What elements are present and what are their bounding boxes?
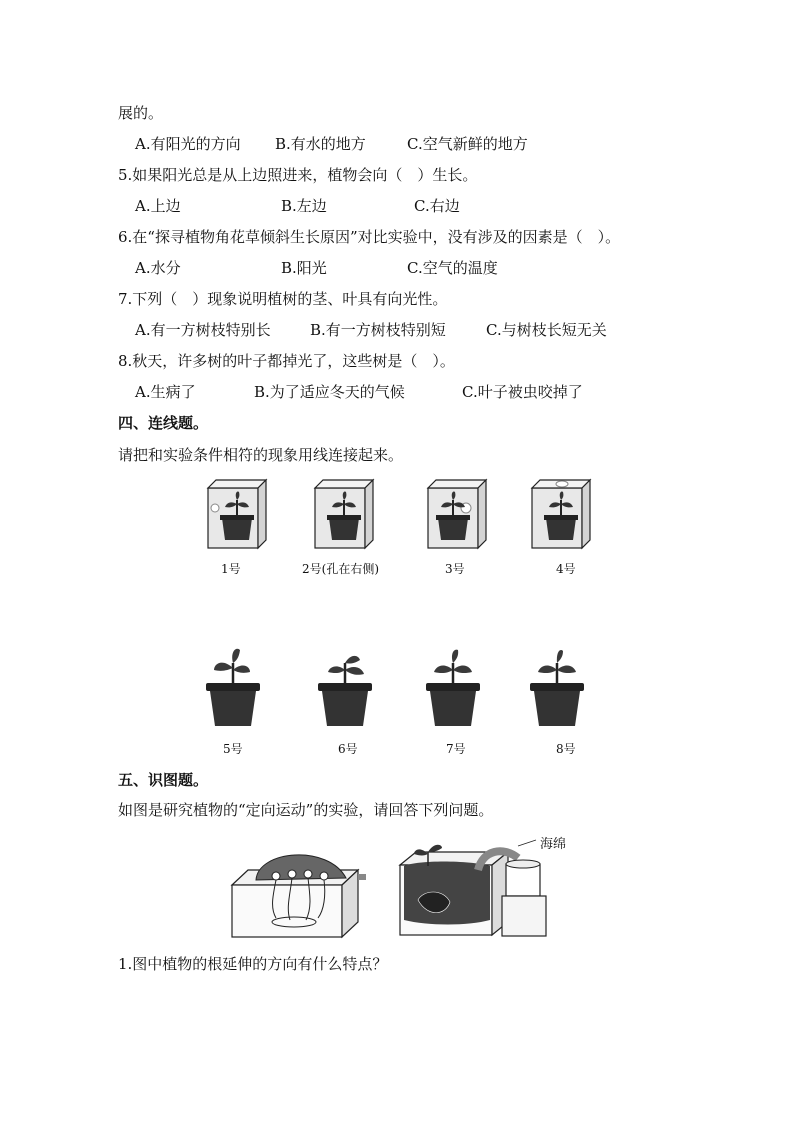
text-line: 展的。: [118, 104, 164, 122]
box-label-4: 4号: [556, 562, 576, 576]
option-b: B.有一方树枝特别短: [310, 321, 446, 339]
section-5-desc: 如图是研究植物的“定向运动”的实验，请回答下列问题。: [118, 801, 494, 819]
option-b: B.阳光: [281, 259, 327, 277]
option-b: B.为了适应冬天的气候: [254, 383, 405, 401]
section-4-desc: 请把和实验条件相符的现象用线连接起来。: [118, 446, 404, 464]
option-a: A.有阳光的方向: [135, 135, 241, 153]
directional-movement-figure: [228, 830, 578, 942]
option-a: A.上边: [135, 197, 181, 215]
box-label-2: 2号(孔在右侧): [302, 562, 379, 576]
option-c: C.空气的温度: [407, 259, 498, 277]
pot-label-8: 8号: [556, 742, 576, 756]
question-5: 5.如果阳光总是从上边照进来，植物会向（ ）生长。: [118, 166, 478, 184]
option-a: A.有一方树枝特别长: [135, 321, 271, 339]
option-c: C.空气新鲜的地方: [407, 135, 528, 153]
section-4-heading: 四、连线题。: [118, 414, 209, 432]
sponge-label: 海绵: [540, 837, 567, 852]
option-a: A.水分: [135, 259, 181, 277]
option-c: C.与树枝长短无关: [486, 321, 607, 339]
option-c: C.叶子被虫咬掉了: [462, 383, 583, 401]
question-8: 8.秋天，许多树的叶子都掉光了，这些树是（ ）。: [118, 352, 455, 370]
pot-label-6: 6号: [338, 742, 358, 756]
option-b: B.左边: [281, 197, 327, 215]
pot-label-5: 5号: [223, 742, 243, 756]
option-a: A.生病了: [135, 383, 196, 401]
question-7: 7.下列（ ）现象说明植树的茎、叶具有向光性。: [118, 290, 448, 308]
box-label-1: 1号: [221, 562, 241, 576]
pot-label-7: 7号: [446, 742, 466, 756]
option-b: B.有水的地方: [275, 135, 366, 153]
question-last: 1.图中植物的根延伸的方向有什么特点？: [118, 955, 388, 973]
box-label-3: 3号: [445, 562, 465, 576]
section-5-heading: 五、识图题。: [118, 771, 209, 789]
option-c: C.右边: [414, 197, 460, 215]
box-experiments: [200, 478, 600, 578]
pot-phenomena: [200, 648, 600, 738]
question-6: 6.在“探寻植物角花草倾斜生长原因”对比实验中，没有涉及的因素是（ ）。: [118, 228, 621, 246]
